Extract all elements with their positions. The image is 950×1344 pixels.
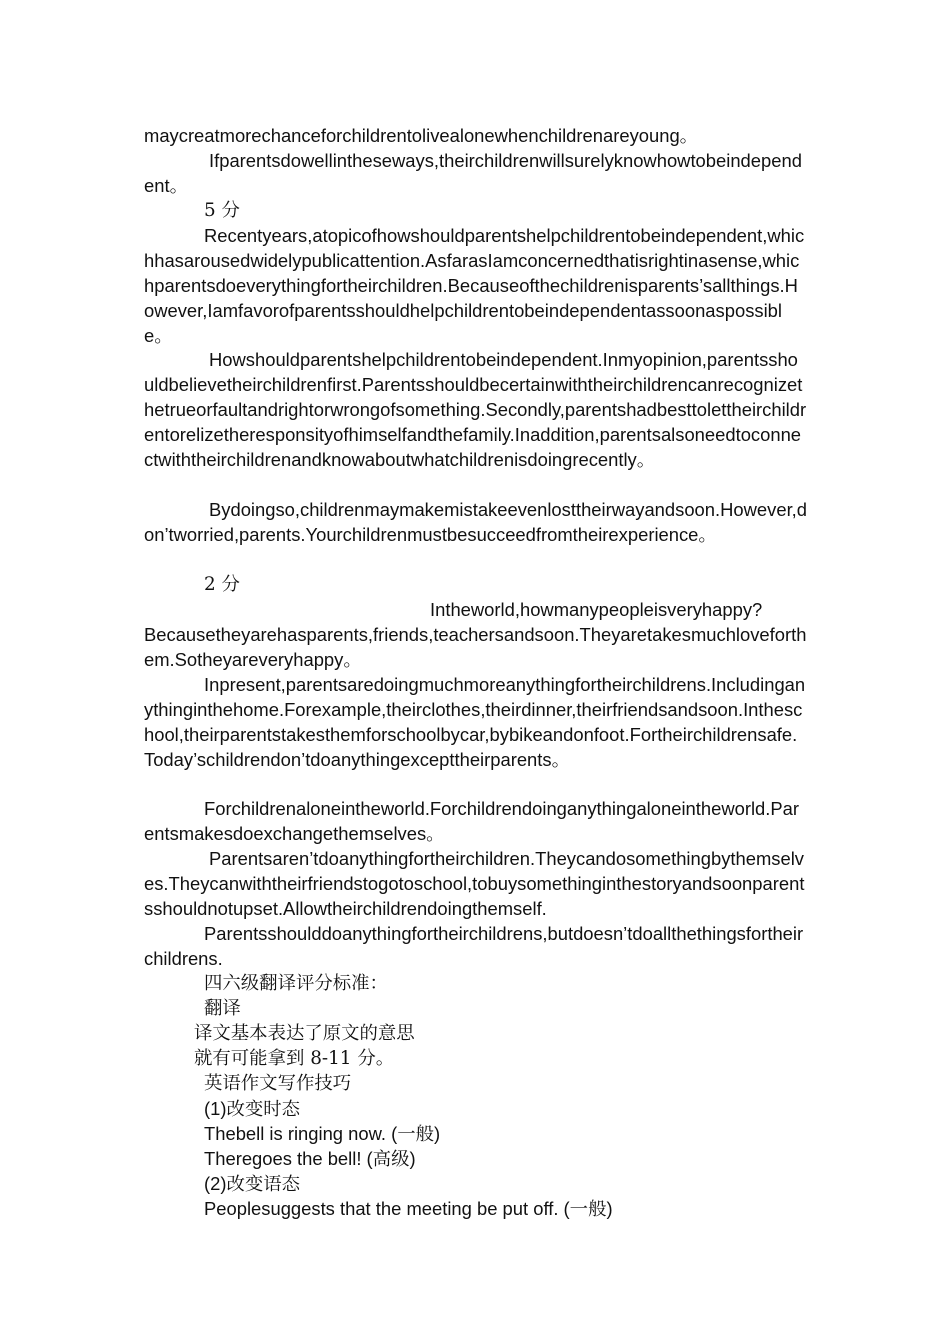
- score-label-2: 2 分: [204, 574, 240, 595]
- tip-2-example-basic: Peoplesuggests that the meeting be put off. (一般): [204, 1198, 613, 1219]
- tip-1-example-advanced: Theregoes the bell! (高级): [204, 1148, 416, 1169]
- translation-score: 就有可能拿到 8-11 分。: [194, 1048, 395, 1069]
- writing-tips-title: 英语作文写作技巧: [204, 1073, 352, 1094]
- essay-5-paragraph-2: Howshouldparentshelpchildrentobeindependent.Inmyopinion,parentsshouldbelievetheirchildrenfirst.Parentsshouldbecertainwiththeirchildrencanrecognizethetrueorfaultandrightorwrongofsomething.Secondly,parentshadbesttolettheirchildrentorelizetheresponsityofhimselfandthefamily.Inaddition,parentsalsoneedtoconnectwiththeirchildrenandknowaboutwhatchildrenisdoingrecently。: [144, 349, 807, 470]
- translation-heading: 四六级翻译评分标准：: [204, 973, 388, 994]
- score-label-5: 5 分: [204, 200, 240, 221]
- essay-2-paragraph-5: Parentsshoulddoanythingfortheirchildrens,butdoesn’tdoallthethingsfortheirchildrens.: [144, 923, 804, 969]
- essay-2-paragraph-1: Becausetheyarehasparents,friends,teachersandsoon.Theyaretakesmuchloveforthem.Sotheyareveryhappy。: [144, 624, 807, 670]
- translation-criteria: 译文基本表达了原文的意思: [194, 1023, 415, 1044]
- tip-1-title: (1)改变时态: [204, 1098, 301, 1119]
- essay-2-paragraph-3: Forchildrenaloneintheworld.Forchildrendoinganythingaloneintheworld.Parentsmakesdoexchangethemselves。: [144, 798, 799, 844]
- essay-2-paragraph-4: Parentsaren’tdoanythingfortheirchildren.Theycandosomethingbythemselves.Theycanwiththeirfriendstogotoschool,tobuysomethinginthestoryandsoonparentsshouldnotupset.Allowtheirchildrendoingthemself.: [144, 848, 805, 919]
- tip-1-example-basic: Thebell is ringing now. (一般): [204, 1123, 441, 1144]
- translation-label: 翻译: [204, 998, 241, 1019]
- paragraph-1: maycreatmorechanceforchildrentolivealonewhenchildrenareyoung。: [144, 125, 699, 146]
- essay-2-opening-line: Intheworld,howmanypeopleisveryhappy?: [430, 599, 763, 620]
- essay-5-paragraph-1: Recentyears,atopicofhowshouldparentshelpchildrentobeindependent,whichhasarousedwidelypublicattention.AsfarasIamconcernedthatisrightinasense,whichparentsdoeverythingfortheirchildren.Becauseofthechildrenisparents’sallthings.However,Iamfavorofparentsshouldhelpchildrentobeindependentassoonaspossible。: [144, 225, 805, 346]
- essay-2-paragraph-2: Inpresent,parentsaredoingmuchmoreanythingfortheirchildrens.Includinganythinginthehome.Forexample,theirclothes,theirdinner,theirfriendsandsoon.Intheschool,theirparentstakesthemforschoolbycar,bybikeandonfoot.Fortheirchildrensafe.Today’schildrendon’tdoanythingexcepttheirparents。: [144, 674, 806, 770]
- tip-2-title: (2)改变语态: [204, 1173, 301, 1194]
- essay-5-paragraph-3: Bydoingso,childrenmaymakemistakeevenlosttheirwayandsoon.However,don’tworried,parents.Yourchildrenmustbesucceedfromtheirexperience。: [144, 499, 808, 545]
- paragraph-2: Ifparentsdowellintheseways,theirchildrenwillsurelyknowhowtobeindependent。: [144, 150, 802, 196]
